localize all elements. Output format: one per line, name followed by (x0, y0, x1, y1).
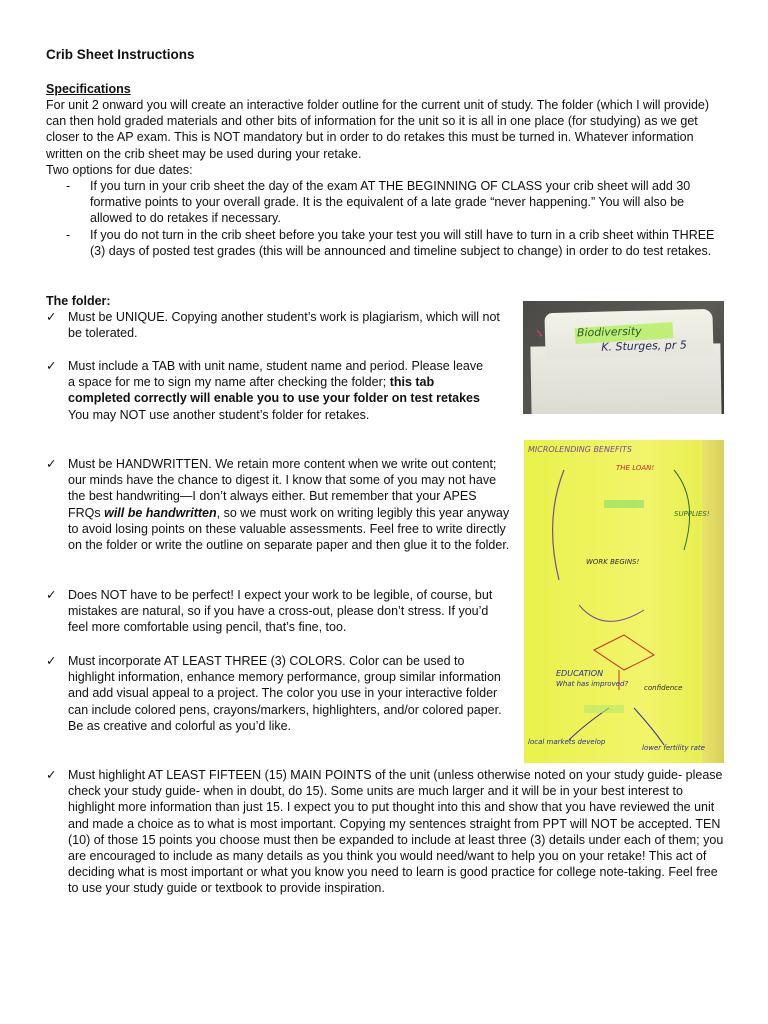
dash-bullet: - (66, 179, 71, 194)
check-text-part: Must be HANDWRITTEN. We retain more content when we write out content; our minds have the chance to digest it. I know that some of you may not have the best handwriting—I don’t always either. But remember that your APES FRQs (68, 457, 497, 520)
option-text: If you do not turn in the crib sheet before you take your test you will still have to turn in a crib sheet within THREE (3) days of posted test grades (this will be announced and timeline subject to change) in order to do test retakes. (90, 227, 715, 258)
folder-tab-photo (523, 301, 724, 414)
check-text: Must incorporate AT LEAST THREE (3) COLORS. Color can be used to highlight information, enhance memory performance, group similar information and add visual appeal to a project. The color you use in your interactive folder can include colored pens, crayons/markers, highlighters, and/or colored paper. Be as creative and colorful as you’d like. (68, 654, 502, 733)
tab-student-label: K. Sturges, pr 5 (601, 338, 687, 354)
check-text: Must be UNIQUE. Copying another student’s work is plagiarism, which will not be tolerated. (68, 310, 500, 341)
checkmark-icon: ✓ (46, 457, 57, 471)
options-intro: Two options for due dates: (46, 162, 193, 177)
folder-tab (544, 309, 713, 359)
check-item-unique (46, 309, 508, 341)
notes-heading: MICROLENDING BENEFITS (528, 445, 632, 454)
check-text-part: Must include a TAB with unit name, student name and period. Please leave a space for me to sign my name after checking the folder; (68, 359, 484, 390)
check-item-colors (46, 653, 510, 734)
check-text-bold: this tab completed correctly will enable you to use your folder on test retakes (68, 375, 480, 406)
notes-confidence: confidence (644, 684, 683, 692)
check-text-part: You may NOT use another student’s folder for retakes. (68, 407, 370, 422)
notes-work-begins: WORK BEGINS! (586, 558, 640, 566)
checkmark-icon: ✓ (532, 326, 548, 340)
check-item-highlight (46, 767, 726, 897)
dash-bullet: - (66, 227, 71, 242)
check-text (68, 456, 510, 553)
check-item-handwritten (46, 456, 510, 553)
checkmark-icon: ✓ (46, 768, 57, 782)
check-text-part: , so we must work on writing legibly this year anyway to avoid losing points on these valuable assessments. Feel free to write directly on the folder or write the outline on separate paper and then glue it to the folder. (68, 505, 510, 553)
notes-supplies: SUPPLIES! (674, 510, 710, 518)
check-text (68, 358, 484, 423)
checkmark-icon: ✓ (46, 654, 57, 668)
check-text: Must highlight AT LEAST FIFTEEN (15) MAIN POINTS of the unit (unless otherwise noted on your study guide- please check your study guide- when in doubt, do 15). Some units are much larger and it will be in your best interest to highlight more information than just 15. I expect you to put thought into this and show that you have reviewed the unit and made a choice as to what is most important. Copying my sentences straight from PPT will NOT be accepted. TEN (10) of those 15 points you choose must then be expanded to include at least three (3) details under each of them; you are encouraged to include as many details as you think you would need/want to help you on your retake! This act of deciding what is most important or what you know you need to learn is good practice for college note-taking. Feel free to use your study guide or textbook to provide inspiration. (68, 768, 724, 896)
option-item (46, 227, 726, 259)
notes-fertility: lower fertility rate (642, 744, 705, 752)
tab-unit-label: Biodiversity (576, 324, 642, 340)
specifications-heading: Specifications (46, 82, 131, 96)
page-title: Crib Sheet Instructions (46, 47, 195, 62)
checkmark-icon: ✓ (46, 588, 57, 602)
checkmark-icon: ✓ (46, 310, 57, 324)
notes-loan: THE LOAN! (616, 464, 655, 472)
notes-doodles (524, 440, 724, 763)
check-text: Does NOT have to be perfect! I expect your work to be legible, of course, but mistakes are natural, so if you have a cross-out, please don’t stress. If you’d feel more comfortable using pencil, that’s fine, too. (68, 588, 493, 635)
microlending-notes-photo (524, 440, 724, 763)
folder-heading: The folder: (46, 294, 111, 308)
notes-education: EDUCATION (556, 669, 604, 678)
check-item-tab (46, 358, 484, 423)
notes-local-markets: local markets develop (528, 738, 606, 746)
specifications-paragraph: For unit 2 onward you will create an interactive folder outline for the current unit of study. The folder (which I will provide) can then hold graded materials and other bits of information for the unit so it is all in one place (for studying) as we get closer to the AP exam. This is NOT mandatory but in order to do retakes this must be turned in. Whatever information written on the crib sheet may be used during your retake. (46, 98, 710, 161)
check-text-bold-italic: will be handwritten (104, 505, 217, 520)
checkmark-icon: ✓ (46, 359, 57, 373)
specifications-body (46, 97, 726, 259)
option-item (46, 178, 726, 227)
notes-education-question: What has improved? (556, 680, 629, 688)
option-text: If you turn in your crib sheet the day of the exam AT THE BEGINNING OF CLASS your crib sheet will add 30 formative points to your overall grade. It is the equivalent of a late grade “never happening.” You will also be allowed to do retakes if necessary. (90, 179, 691, 226)
check-item-perfect (46, 587, 510, 636)
due-date-options (46, 178, 726, 259)
